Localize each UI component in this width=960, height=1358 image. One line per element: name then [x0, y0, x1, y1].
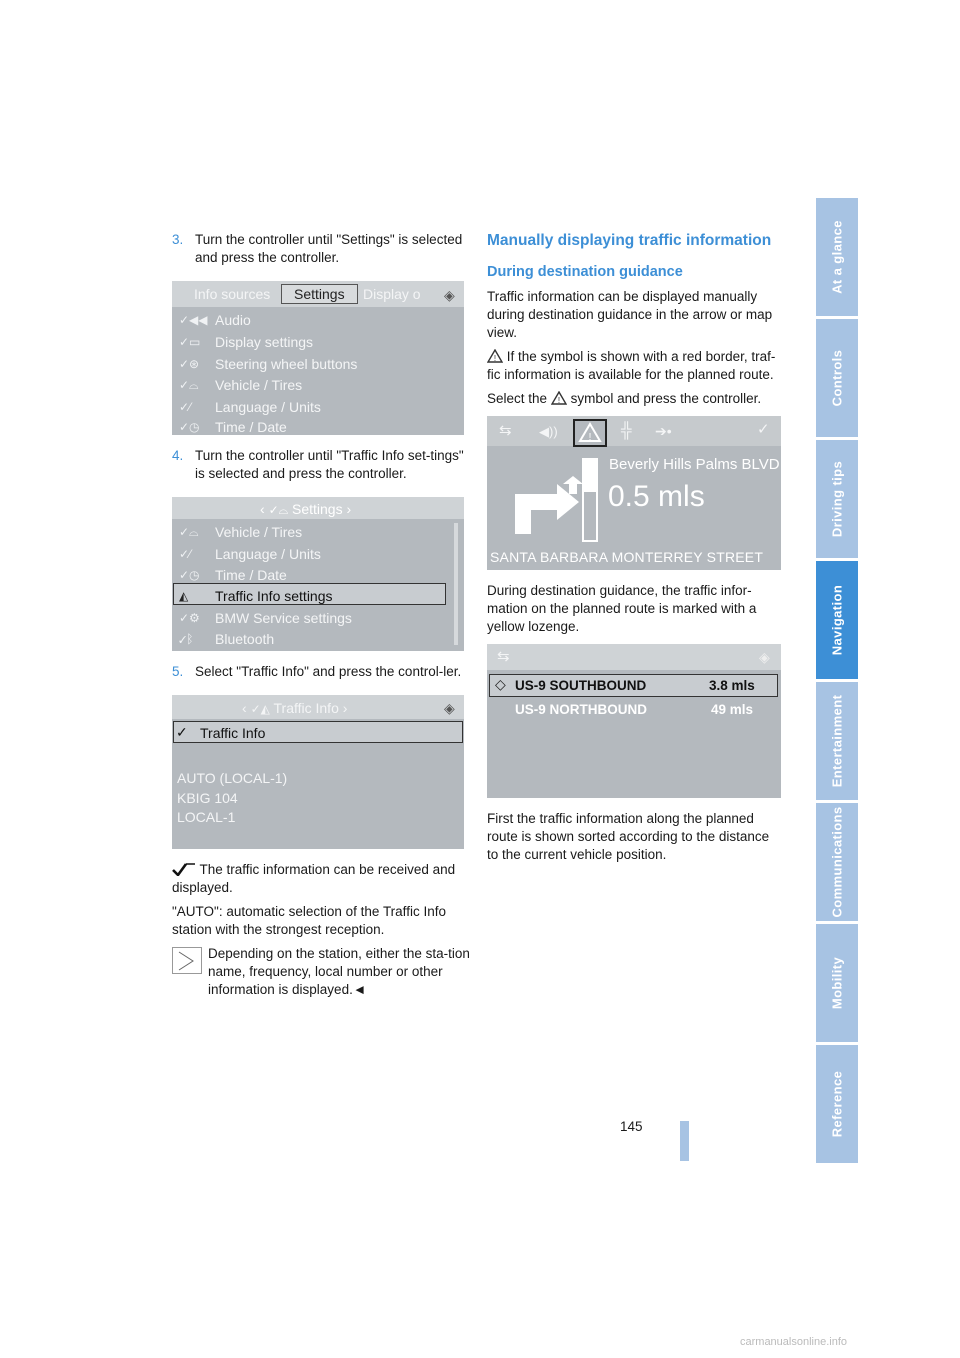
selected-item: Traffic Info: [200, 725, 266, 741]
svg-text:!: !: [588, 432, 592, 443]
arrow-view-screen: [487, 416, 781, 570]
step-4: [172, 447, 472, 483]
list-item: ✓▭ Display settings: [179, 333, 314, 350]
received-paragraph: The traffic information can be received and displayed.: [172, 862, 456, 895]
step-number: 4.: [172, 448, 184, 463]
step-number: 5.: [172, 664, 184, 679]
traffic-warning-icon: [575, 421, 605, 445]
tab-display: Display o: [363, 286, 421, 302]
step-text: Select "Traffic Info" and press the control-ler.: [195, 664, 462, 679]
step-text: Turn the controller until "Settings" is selected and press the controller.: [195, 232, 463, 265]
clock-icon: ✓◷: [179, 567, 200, 582]
list-item: LOCAL-1: [177, 809, 236, 825]
traffic-list-screen: [487, 644, 781, 798]
header-title: ‹ ✓⌓ Settings ›: [260, 501, 352, 517]
controller-icon: ◈: [444, 700, 455, 716]
svg-text:!: !: [493, 354, 497, 363]
traffic-info-button[interactable]: [573, 419, 607, 447]
tab-controls[interactable]: Controls: [816, 319, 858, 437]
tab-entertainment[interactable]: Entertainment: [816, 682, 858, 800]
page-number: 145: [620, 1119, 643, 1134]
step-3: [172, 231, 472, 267]
paragraph: ! If the symbol is shown with a red border, traf-fic information is available for the planned route.: [487, 349, 776, 382]
tab-info-sources: Info sources: [194, 286, 271, 302]
car-icon: ✓⌓: [179, 377, 199, 392]
traffic-route-distance: 49 mls: [711, 702, 754, 717]
traffic-warning-icon: [551, 391, 567, 405]
service-icon: ✓⚙: [179, 610, 200, 625]
note: Depending on the station, either the sta-tion name, frequency, local number or other information is displayed.◄: [172, 945, 472, 999]
svg-text:!: !: [557, 396, 560, 405]
check-icon: ✓: [176, 724, 188, 740]
tab-driving-tips[interactable]: Driving tips: [816, 440, 858, 558]
bluetooth-icon: ✓ᛒ: [179, 631, 194, 646]
controller-icon: ◈: [444, 287, 455, 303]
audio-icon: ◀)): [539, 424, 558, 439]
settings-icon: ✓: [757, 421, 770, 438]
chapter-tabs: [816, 198, 858, 1166]
footer-watermark: carmanualsonline.info: [740, 1336, 848, 1348]
toolbar: [487, 416, 781, 446]
page-marker: [680, 1121, 689, 1161]
header-bar: [487, 644, 781, 670]
list-item: ✓◷ Time / Date: [179, 418, 287, 435]
list-item: ✓⁄ Language / Units: [179, 545, 321, 562]
yellow-lozenge-icon: ◇: [495, 676, 506, 692]
list-item: ✓⌓ Vehicle / Tires: [179, 376, 303, 393]
back-icon: ⇆: [499, 422, 512, 439]
traffic-route-distance: 3.8 mls: [709, 678, 755, 693]
traffic-route-name: US-9 SOUTHBOUND: [515, 678, 647, 693]
distance-bar-fill: [584, 460, 596, 492]
traffic-route-name: US-9 NORTHBOUND: [515, 702, 648, 717]
list-item: ✓⊛ Steering wheel buttons: [179, 355, 358, 372]
language-icon: ✓⁄: [179, 546, 192, 561]
tab-mobility[interactable]: Mobility: [816, 924, 858, 1042]
list-item: ◭ Traffic Info settings: [179, 587, 333, 604]
header-title: ‹ ✓◭ Traffic Info ›: [242, 700, 348, 716]
clock-icon: ✓◷: [179, 419, 200, 434]
audio-icon: ✓◀◀: [179, 312, 208, 327]
step-text: Turn the controller until "Traffic Info set-tings" is selected and press the controller.: [195, 448, 464, 481]
note-arrow-icon: [172, 947, 202, 974]
steering-wheel-icon: ✓⊛: [179, 356, 200, 371]
list-item: AUTO (LOCAL-1): [177, 770, 288, 786]
tab-navigation[interactable]: Navigation: [816, 561, 858, 679]
list-item: ✓◀◀ Audio: [179, 311, 251, 328]
auto-paragraph: "AUTO": automatic selection of the Traffic Info station with the strongest reception.: [172, 904, 446, 937]
tab-reference[interactable]: Reference: [816, 1045, 858, 1163]
car-icon: ✓⌓: [179, 524, 199, 539]
list-item: ✓⌓ Vehicle / Tires: [179, 523, 303, 540]
check-icon: [172, 863, 196, 876]
current-street: SANTA BARBARA MONTERREY STREET: [490, 549, 764, 565]
distance-bar: [582, 458, 598, 542]
paragraph: Traffic information can be displayed manually during destination guidance in the arrow or map view.: [487, 289, 773, 340]
settings-menu-screen: [172, 281, 464, 435]
list-item: ✓⁄ Language / Units: [179, 398, 321, 415]
list-item: ✓⚙ BMW Service settings: [179, 609, 352, 626]
back-icon: ⇆: [497, 648, 510, 665]
distance: 0.5 mls: [608, 480, 705, 513]
section-subheading: During destination guidance: [487, 264, 683, 280]
list-item: ✓◷ Time / Date: [179, 566, 287, 583]
paragraph: During destination guidance, the traffic infor-mation on the planned route is marked with a yellow lozenge.: [487, 583, 757, 634]
list-item: ✓ᛒ Bluetooth: [179, 630, 275, 647]
left-column: [172, 231, 472, 1005]
traffic-warning-icon: ◭: [179, 588, 189, 603]
language-icon: ✓⁄: [179, 399, 192, 414]
tab-communications[interactable]: Communications: [816, 803, 858, 921]
paragraph: Select the ! symbol and press the controller.: [487, 391, 762, 406]
traffic-warning-icon: [487, 349, 503, 363]
route-icon: ➔•: [655, 423, 672, 439]
step-number: 3.: [172, 232, 184, 247]
display-icon: ✓▭: [179, 334, 201, 349]
section-heading: Manually displaying traffic information: [487, 232, 772, 249]
paragraph: First the traffic information along the planned route is shown sorted according to the distance to the current vehicle position.: [487, 811, 770, 862]
step-5: [172, 663, 472, 681]
settings-submenu-screen: [172, 497, 464, 651]
controller-icon: ◈: [759, 649, 770, 665]
traffic-info-screen: [172, 695, 464, 849]
right-column: [487, 231, 783, 870]
street-name: Beverly Hills Palms BLVD: [609, 456, 780, 473]
map-icon: ╬: [621, 422, 632, 439]
tab-at-a-glance[interactable]: At a glance: [816, 198, 858, 316]
tab-settings: Settings: [281, 284, 358, 304]
list-item: KBIG 104: [177, 790, 238, 806]
